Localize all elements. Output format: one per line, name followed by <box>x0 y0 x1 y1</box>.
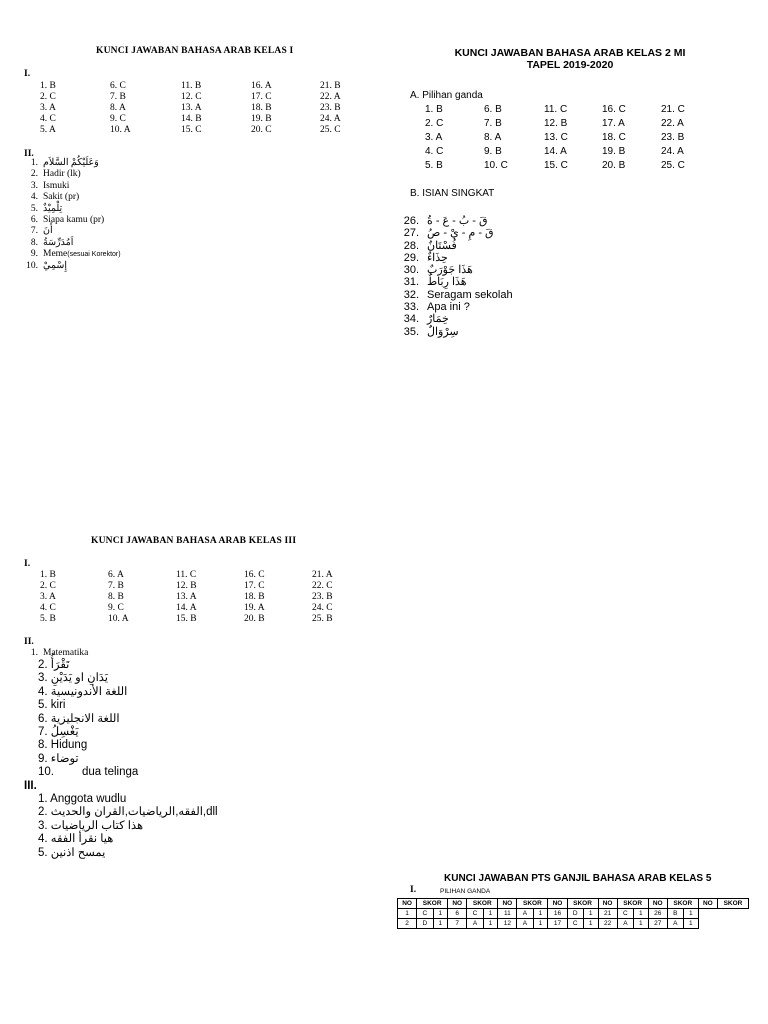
mc-answer: 19. B <box>602 146 626 157</box>
kelas3-section1-label: I. <box>24 559 31 569</box>
kelas3-title: KUNCI JAWABAN BAHASA ARAB KELAS III <box>91 536 297 546</box>
list-item: 6. اللغة الانجليزية <box>38 712 120 725</box>
kelas3-mc-col-4 <box>244 570 265 625</box>
mc-answer: 2. C <box>40 581 56 591</box>
list-item: 7. أَنَ <box>30 226 53 237</box>
table-cell: C <box>467 909 483 919</box>
mc-answer: 9. C <box>110 114 126 124</box>
kelas3-mc-col-1 <box>40 570 56 625</box>
list-item: 10. إِسْمِيْ <box>26 260 68 271</box>
mc-answer: 3. A <box>40 592 56 602</box>
mc-answer: 23. B <box>320 103 341 113</box>
kelas1-mc-col-2 <box>110 81 131 136</box>
kelas1-mc-col-5 <box>320 81 341 136</box>
list-item: 3. هذا كتاب الرياضيات <box>38 819 144 832</box>
mc-answer: 18. B <box>244 592 265 602</box>
kelas2-section-a: A. Pilihan ganda <box>410 90 483 101</box>
mc-answer: 16. A <box>251 81 272 91</box>
kelas3-section2-label: II. <box>24 637 34 647</box>
mc-answer: 4. C <box>425 146 444 157</box>
kelas2-title-line2: TAPEL 2019-2020 <box>526 59 614 71</box>
mc-answer: 18. C <box>602 132 626 143</box>
mc-answer: 5. A <box>40 125 56 135</box>
column-header: SKOR <box>417 899 448 909</box>
list-item: 28. فُسْتَانٌ <box>403 239 457 252</box>
kelas3-section3-label: III. <box>24 780 37 792</box>
table-cell: A <box>617 919 633 929</box>
table-cell: D <box>567 909 583 919</box>
mc-answer: 21. A <box>312 570 333 580</box>
kelas2-mc-col-1 <box>425 103 443 173</box>
column-header: NO <box>548 899 567 909</box>
mc-answer: 24. A <box>320 114 341 124</box>
mc-answer: 4. C <box>40 603 56 613</box>
list-item: 1. وَعَلَيْكُمْ السَّلاَم <box>30 158 99 168</box>
kelas1-title: KUNCI JAWABAN BAHASA ARAB KELAS I <box>96 46 294 56</box>
list-item: 5. kiri <box>38 699 66 712</box>
kelas1-mc-grid <box>40 81 370 137</box>
table-cell: D <box>417 919 433 929</box>
list-item: 5. تِلْمِيْذٌ <box>30 203 63 214</box>
mc-answer: 13. A <box>181 103 202 113</box>
list-item: 7. يَغْسِلُ <box>38 726 79 739</box>
mc-answer: 5. B <box>40 614 56 624</box>
mc-answer: 13. A <box>176 592 197 602</box>
mc-answer: 3. A <box>40 103 56 113</box>
kelas2-mc-col-4 <box>602 103 626 173</box>
list-item: 8. اَمُدَرِّسَةُ <box>30 237 74 248</box>
list-item: 31. هَذَا رِبَاطٌ <box>403 276 467 289</box>
list-item: 26. قَ - بُ - عَ - ةُ <box>403 215 488 227</box>
table-cell: 17 <box>548 919 567 929</box>
mc-answer: 21. B <box>320 81 341 91</box>
kelas3-mc-grid <box>40 570 370 626</box>
mc-answer: 15. C <box>181 125 202 135</box>
table-cell: 21 <box>598 909 617 919</box>
table-cell: 1 <box>683 909 698 919</box>
kelas5-section-label: I. <box>410 885 417 895</box>
mc-answer: 3. A <box>425 132 443 143</box>
table-cell: 7 <box>448 919 467 929</box>
column-header: SKOR <box>567 899 598 909</box>
table-cell: A <box>667 919 683 929</box>
kelas2-title-line1: KUNCI JAWABAN BAHASA ARAB KELAS 2 MI <box>454 47 686 59</box>
mc-answer: 15. B <box>176 614 197 624</box>
table-cell: C <box>617 909 633 919</box>
mc-answer: 2. C <box>425 118 444 129</box>
mc-answer: 17. C <box>251 92 272 102</box>
mc-answer: 8. A <box>484 132 502 143</box>
list-item: 4. Sakit (pr) <box>30 192 80 203</box>
table-cell: C <box>567 919 583 929</box>
mc-answer: 15. C <box>544 160 568 171</box>
mc-answer: 17. A <box>602 118 625 129</box>
mc-answer: 4. C <box>40 114 56 124</box>
mc-answer: 1. B <box>425 104 443 115</box>
list-item: 10. dua telinga <box>38 766 139 779</box>
column-header: SKOR <box>467 899 498 909</box>
mc-answer: 6. C <box>110 81 126 91</box>
table-cell: 1 <box>583 919 598 929</box>
kelas5-title: KUNCI JAWABAN PTS GANJIL BAHASA ARAB KELAS 5 <box>444 873 712 884</box>
kelas2-title <box>430 47 710 71</box>
kelas3-mc-col-5 <box>312 570 333 625</box>
mc-answer: 9. B <box>484 146 502 157</box>
table-cell: A <box>467 919 483 929</box>
table-cell: 1 <box>634 909 649 919</box>
table-cell: 22 <box>598 919 617 929</box>
list-item: 3. Ismuki <box>30 180 70 191</box>
kelas1-mc-col-4 <box>251 81 272 136</box>
mc-answer: 1. B <box>40 570 56 580</box>
list-item: 32. Seragam sekolah <box>403 288 513 301</box>
column-header: NO <box>648 899 667 909</box>
mc-answer: 13. C <box>544 132 568 143</box>
mc-answer: 7. B <box>110 92 126 102</box>
mc-answer: 14. A <box>176 603 197 613</box>
mc-answer: 20. C <box>251 125 272 135</box>
table-cell: 1 <box>533 919 548 929</box>
corrector-note: (sesuai Korektor) <box>67 251 121 259</box>
list-item: 1. Matematika <box>30 648 89 658</box>
list-item: 2. تَقْرَأُ <box>38 659 70 671</box>
list-item: 3. يَدَانِ او يَدَيْنِ <box>38 672 109 685</box>
mc-answer: 2. C <box>40 92 56 102</box>
kelas3-essay-list <box>38 659 138 780</box>
table-row <box>398 919 749 929</box>
kelas2-mc-col-5 <box>661 103 685 173</box>
mc-answer: 1. B <box>40 81 56 91</box>
table-cell: 1 <box>683 919 698 929</box>
kelas5-score-table <box>397 898 749 929</box>
mc-answer: 17. C <box>244 581 265 591</box>
kelas3-mc-col-2 <box>108 570 129 625</box>
list-item: 35. سِرْوَالٌ <box>403 325 459 338</box>
mc-answer: 25. C <box>661 160 685 171</box>
mc-answer: 11. C <box>544 104 568 115</box>
table-cell: A <box>517 919 533 929</box>
kelas1-section2-label: II. <box>24 149 34 159</box>
list-item: 34. خِمَارٌ <box>403 313 449 326</box>
table-cell: 2 <box>398 919 417 929</box>
table-cell: 6 <box>448 909 467 919</box>
list-item: 30. هَذَا جَوْرَبٌ <box>403 264 473 277</box>
kelas2-short-list <box>397 215 513 338</box>
column-header: NO <box>598 899 617 909</box>
mc-answer: 24. A <box>661 146 684 157</box>
mc-answer: 10. A <box>108 614 129 624</box>
column-header: NO <box>698 899 717 909</box>
mc-answer: 19. B <box>251 114 272 124</box>
kelas3-section3-list <box>38 793 218 860</box>
list-item: 9. Meme(sesuai Korektor) <box>30 249 121 260</box>
list-item: 27. قَ - مِ - يْ - صُ <box>403 227 494 240</box>
table-cell: 1 <box>483 919 498 929</box>
mc-answer: 22. A <box>320 92 341 102</box>
table-cell: 1 <box>583 909 598 919</box>
mc-answer: 12. B <box>544 118 568 129</box>
column-header: SKOR <box>717 899 748 909</box>
mc-answer: 16. C <box>602 104 626 115</box>
mc-answer: 18. B <box>251 103 272 113</box>
mc-answer: 6. B <box>484 104 502 115</box>
mc-answer: 25. B <box>312 614 333 624</box>
kelas3-item1 <box>22 648 88 659</box>
column-header: NO <box>498 899 517 909</box>
mc-answer: 11. C <box>176 570 197 580</box>
list-item: 4. هيا نقرأ الفقه <box>38 833 114 846</box>
list-item: 2. Hadir (lk) <box>30 169 81 180</box>
mc-answer: 12. C <box>181 92 202 102</box>
table-cell: 11 <box>498 909 517 919</box>
table-cell: 1 <box>533 909 548 919</box>
list-item: 6. Siapa kamu (pr) <box>30 215 105 226</box>
table-cell: C <box>417 909 433 919</box>
mc-answer: 14. B <box>181 114 202 124</box>
list-item: 8. Hidung <box>38 739 88 752</box>
kelas2-mc-grid <box>425 103 725 175</box>
mc-answer: 8. A <box>110 103 126 113</box>
kelas3-mc-col-3 <box>176 570 197 625</box>
list-item: 4. اللغة الأندونيسية <box>38 685 128 698</box>
mc-answer: 25. C <box>320 125 341 135</box>
list-item: 33. Apa ini ? <box>403 301 470 314</box>
table-header-row <box>398 899 749 909</box>
kelas2-section-b: B. ISIAN SINGKAT <box>410 188 495 199</box>
mc-answer: 10. A <box>110 125 131 135</box>
kelas2-mc-col-3 <box>544 103 568 173</box>
table-cell: 1 <box>433 909 448 919</box>
mc-answer: 8. B <box>108 592 124 602</box>
list-item: 29. حِذَاءٌ <box>403 251 448 264</box>
list-item: 9. توضاء <box>38 752 79 765</box>
list-item: 5. يمسح اذنين <box>38 846 106 859</box>
mc-answer: 16. C <box>244 570 265 580</box>
column-header: SKOR <box>617 899 648 909</box>
mc-answer: 9. C <box>108 603 124 613</box>
mc-answer: 22. A <box>661 118 684 129</box>
table-row <box>398 909 749 919</box>
mc-answer: 12. B <box>176 581 197 591</box>
list-item: 1. Anggota wudlu <box>38 793 127 805</box>
table-cell: 1 <box>483 909 498 919</box>
column-header: NO <box>448 899 467 909</box>
mc-answer: 23. B <box>312 592 333 602</box>
mc-answer: 22. C <box>312 581 333 591</box>
table-cell: 16 <box>548 909 567 919</box>
column-header: SKOR <box>517 899 548 909</box>
kelas1-essay-list <box>22 158 121 272</box>
table-cell: A <box>517 909 533 919</box>
mc-answer: 6. A <box>108 570 124 580</box>
list-item: 2. الفقه,الرياضيات,القران والحديث,dll <box>38 806 218 819</box>
mc-answer: 11. B <box>181 81 202 91</box>
kelas1-section1-label: I. <box>24 69 31 79</box>
mc-answer: 7. B <box>484 118 502 129</box>
mc-answer: 7. B <box>108 581 124 591</box>
table-cell: 26 <box>648 909 667 919</box>
column-header: SKOR <box>667 899 698 909</box>
mc-answer: 20. B <box>602 160 626 171</box>
kelas2-mc-col-2 <box>484 103 508 173</box>
mc-answer: 20. B <box>244 614 265 624</box>
table-cell: 12 <box>498 919 517 929</box>
kelas1-mc-col-1 <box>40 81 56 136</box>
mc-answer: 19. A <box>244 603 265 613</box>
kelas5-section-sub: PILIHAN GANDA <box>440 888 491 895</box>
table-cell: B <box>667 909 683 919</box>
mc-answer: 5. B <box>425 160 443 171</box>
mc-answer: 21. C <box>661 104 685 115</box>
column-header: NO <box>398 899 417 909</box>
table-cell: 1 <box>398 909 417 919</box>
table-cell: 27 <box>648 919 667 929</box>
mc-answer: 14. A <box>544 146 567 157</box>
table-cell: 1 <box>433 919 448 929</box>
table-cell: 1 <box>634 919 649 929</box>
mc-answer: 10. C <box>484 160 508 171</box>
kelas1-mc-col-3 <box>181 81 202 136</box>
mc-answer: 24. C <box>312 603 333 613</box>
mc-answer: 23. B <box>661 132 685 143</box>
